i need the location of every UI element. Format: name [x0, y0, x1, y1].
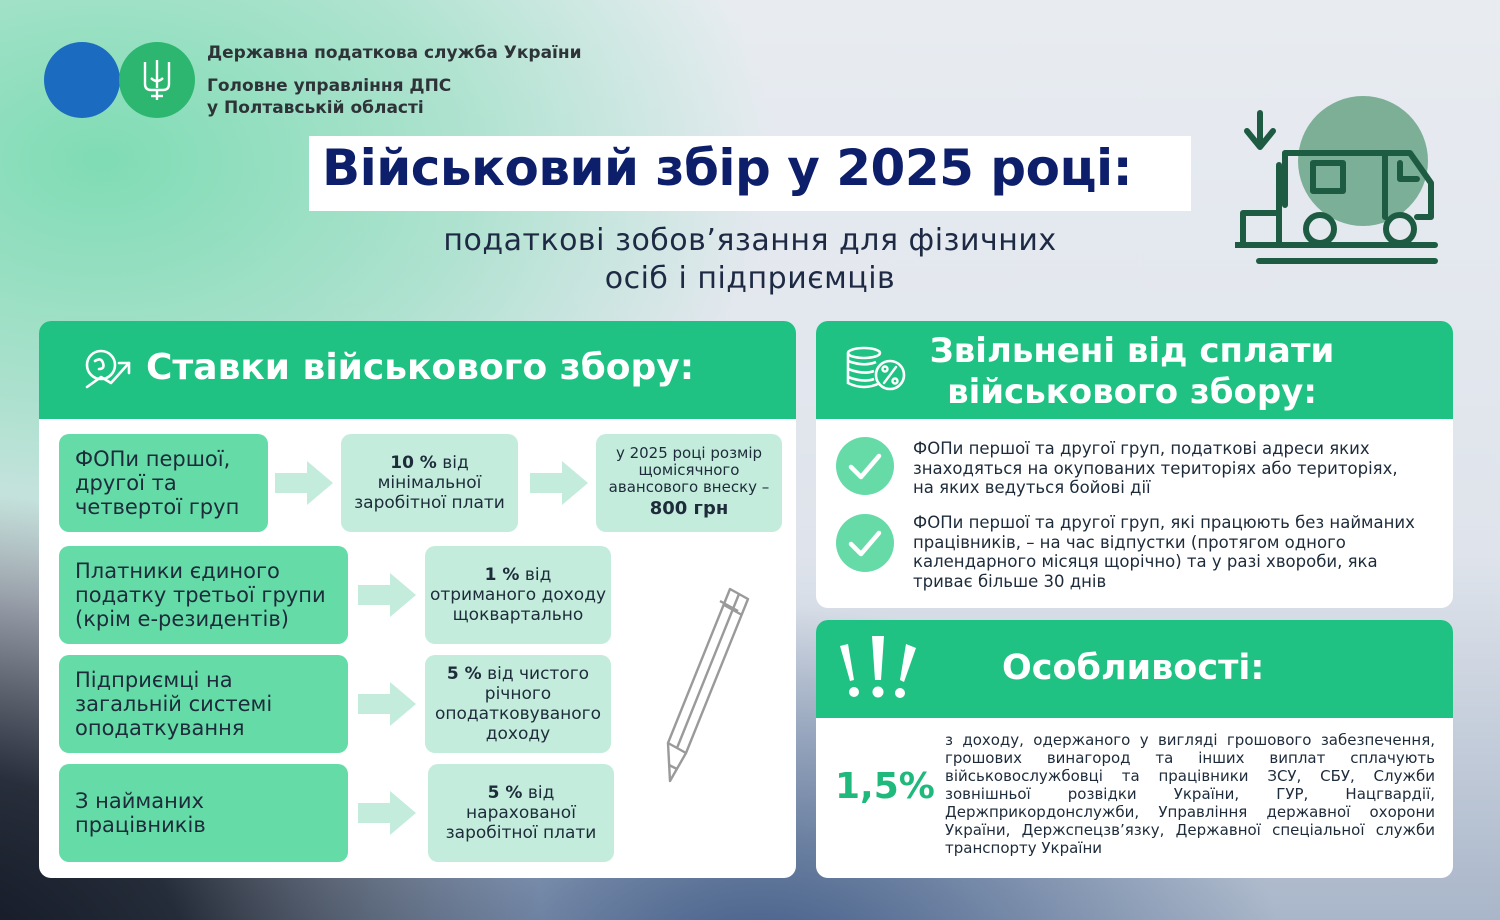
- page-subtitle-line2: осіб і підприємців: [604, 261, 896, 296]
- check-icon: [836, 437, 894, 495]
- agency-region: у Полтавській області: [207, 98, 424, 118]
- exempt-heading-line2: військового збору:: [947, 372, 1317, 412]
- arrow-right-icon: [275, 461, 333, 505]
- agency-department: Головне управління ДПС: [207, 76, 452, 96]
- arrow-right-icon: [530, 461, 588, 505]
- rate-category-2: [59, 546, 348, 644]
- arrow-right-icon: [358, 682, 416, 726]
- rate-category-3: [59, 655, 348, 753]
- rate-value-1-bold: 10 %: [390, 453, 437, 473]
- features-heading: Особливості:: [1002, 648, 1265, 688]
- exclamation-marks-icon: [834, 632, 924, 704]
- rate-category-3-label: Підприємці на загальній системі оподаткування: [75, 668, 273, 740]
- rate-value-1: [341, 434, 518, 532]
- agency-name: Державна податкова служба України: [207, 43, 582, 63]
- rate-category-4: [59, 764, 348, 862]
- rate-value-1-text: від мінімальної заробітної плати: [354, 453, 505, 513]
- rate-value-3-bold: 5 %: [446, 664, 482, 684]
- rate-value-2-text: від отриманого доходу щоквартально: [429, 565, 607, 625]
- rate-value-4: [428, 764, 614, 862]
- rate-value-2: [425, 546, 611, 644]
- arrow-right-icon: [358, 573, 416, 617]
- pencil-icon: [660, 585, 760, 795]
- rate-value-2-bold: 1 %: [484, 565, 520, 585]
- rate-category-2-label: Платники єдиного податку третьої групи (крім е-резидентів): [75, 559, 326, 631]
- features-rate: 1,5%: [835, 766, 935, 807]
- logo-blue-circle: [44, 42, 120, 118]
- rates-panel-header: [39, 321, 796, 419]
- features-panel-header: [816, 620, 1453, 718]
- rate-value-3: [425, 655, 611, 753]
- coins-percent-icon: [844, 345, 908, 393]
- exempt-item-1: ФОПи першої та другої груп, податкові адреси яких знаходяться на окупованих територіях або територіях, на яких ведуться бойові дії: [913, 439, 1398, 497]
- rate-category-1-label: ФОПи першої, другої та четвертої груп: [75, 447, 240, 519]
- arrow-right-icon: [358, 791, 416, 835]
- delivery-truck-icon: [1235, 95, 1445, 267]
- logo-green-circle: [119, 42, 195, 118]
- page-title: Військовий збір у 2025 році:: [322, 139, 1133, 197]
- trident-icon: [141, 58, 173, 102]
- rate-category-4-label: З найманих працівників: [75, 789, 206, 837]
- features-text: з доходу, одержаного у вигляді грошового забезпечення, грошових винагород та інших виплат сплачують військовослужбовці та працівники ЗСУ, СБУ, Служби зовнішньої розвідки України, ГУР, Нацгвардії, Держприкордонслужби, Управління державної охорони України, Держспецзв’язку, Державної спеціальної служби транспорту України: [945, 731, 1435, 857]
- growth-chart-icon: [83, 347, 135, 395]
- check-icon: [836, 514, 894, 572]
- rate-value-3-text: від чистого річного оподатковуваного доходу: [434, 664, 602, 744]
- rate-extra-1-amount: 800 грн: [649, 497, 729, 519]
- rate-category-1: [59, 434, 268, 532]
- rate-value-4-bold: 5 %: [487, 783, 523, 803]
- rate-extra-1: [596, 434, 782, 532]
- rate-extra-1-text: у 2025 році розмір щомісячного авансового внеску –: [608, 443, 770, 496]
- page-subtitle-line1: податкові зобов’язання для фізичних: [443, 223, 1057, 258]
- exempt-heading-line1: Звільнені від сплати: [929, 331, 1335, 371]
- exempt-panel-header: [816, 321, 1453, 419]
- rates-heading: Ставки військового збору:: [146, 347, 695, 388]
- rate-value-4-text: від нарахованої заробітної плати: [445, 783, 597, 843]
- exempt-item-2: ФОПи першої та другої груп, які працюють без найманих працівників, – на час відпустки (протягом одного календарного місяця щорічно) та у разі хвороби, яка триває більше 30 днів: [913, 513, 1415, 591]
